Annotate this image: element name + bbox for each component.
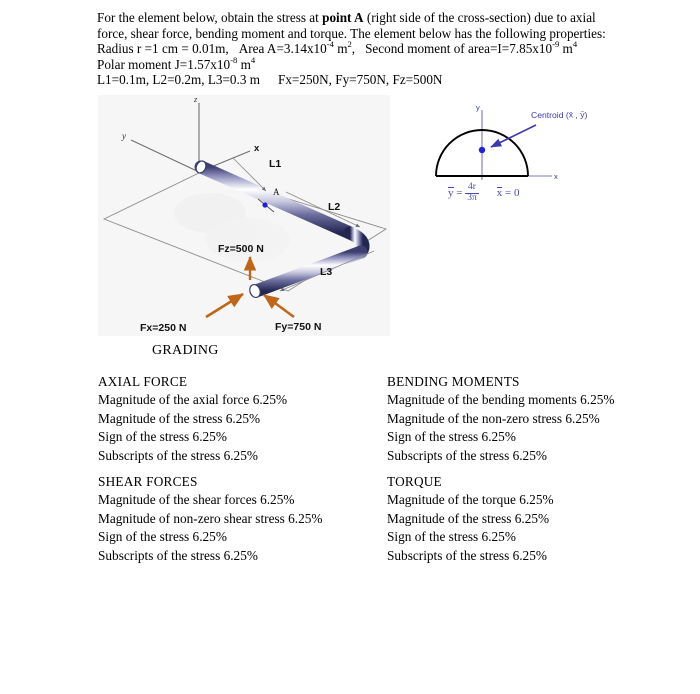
- problem-line-4: [97, 54, 627, 73]
- grading-item: Magnitude of non-zero shear stress 6.25%: [98, 510, 323, 526]
- grading-item: Magnitude of the stress 6.25%: [98, 410, 261, 426]
- grading-heading-bending-moments: BENDING MOMENTS: [387, 374, 520, 389]
- grading-title: GRADING: [152, 343, 219, 358]
- grading-item: Subscripts of the stress 6.25%: [98, 547, 258, 563]
- polar-label: Polar moment J=1.57x10: [97, 56, 231, 72]
- problem-line-5: [97, 72, 627, 88]
- centroid-dot: [479, 147, 485, 153]
- area-unit: m: [333, 41, 348, 57]
- point-a-emphasis: point A: [322, 10, 364, 25]
- centroid-formula: [448, 183, 519, 204]
- grading-heading-shear-forces: SHEAR FORCES: [98, 474, 198, 489]
- centroid-y-axis-label: y: [476, 103, 480, 112]
- grading-block-bending-moments: [387, 373, 615, 465]
- grading-item: Subscripts of the stress 6.25%: [387, 547, 547, 563]
- problem-line-2: force, shear force, bending moment and torque. The element below has the following properties:: [97, 25, 606, 41]
- forces-label: Fx=250N, Fy=750N, Fz=500N: [277, 72, 443, 88]
- grading-item: Sign of the stress 6.25%: [387, 429, 516, 445]
- area-tail: ,: [351, 41, 356, 57]
- z-axis-label: z: [194, 95, 198, 104]
- grading-heading-torque: TORQUE: [387, 474, 442, 489]
- radius-label: Radius r =1 cm = 0.01m,: [97, 41, 229, 57]
- ybar-numerator: 4r: [465, 183, 479, 194]
- polar-unit: m: [237, 56, 251, 72]
- coordinate-axes: [131, 103, 250, 172]
- grading-item: Magnitude of the axial force 6.25%: [98, 392, 288, 408]
- grading-item: Magnitude of the stress 6.25%: [387, 510, 550, 526]
- xbar-symbol: x: [496, 187, 503, 199]
- ybar-symbol: y: [448, 187, 454, 199]
- grading-heading-axial-force: AXIAL FORCE: [98, 374, 188, 389]
- y-axis: [131, 140, 199, 172]
- pipe-element-figure: [98, 95, 390, 336]
- force-fy-label: Fy=750 N: [275, 321, 322, 333]
- second-moment-unit: m: [559, 41, 573, 57]
- grading-item: Magnitude of the shear forces 6.25%: [98, 492, 295, 508]
- grading-item: Magnitude of the non-zero stress 6.25%: [387, 410, 600, 426]
- second-moment-label: Second moment of area=I=7.85x10: [365, 41, 553, 57]
- area-unit-exponent: 2: [347, 39, 352, 50]
- ybar-fraction: [465, 183, 479, 204]
- point-a-label: A: [273, 187, 280, 197]
- polar-exponent: -8: [230, 54, 238, 65]
- label-L1: L1: [269, 158, 282, 170]
- grading-item: Subscripts of the stress 6.25%: [98, 447, 258, 463]
- label-L3: L3: [320, 266, 333, 278]
- grading-item: Magnitude of the bending moments 6.25%: [387, 392, 615, 408]
- force-fy-arrow: [264, 295, 294, 317]
- problem-statement: [97, 10, 627, 88]
- problem-line-1-part-b: (right side of the cross-section) due to axial: [363, 10, 596, 25]
- label-L2: L2: [328, 201, 341, 213]
- centroid-callout-label: Centroid (x̄ , ȳ): [531, 109, 588, 120]
- grading-block-torque: [387, 473, 554, 565]
- problem-line-1-part-a: For the element below, obtain the stress at: [97, 10, 323, 25]
- force-fx-label: Fx=250 N: [140, 322, 187, 334]
- area-label: Area A=3.14x10: [238, 41, 327, 57]
- x-axis-label: x: [254, 143, 260, 154]
- problem-line-3: [97, 41, 627, 57]
- lengths-label: L1=0.1m, L2=0.2m, L3=0.3 m: [97, 72, 260, 88]
- polar-unit-exponent: 4: [250, 54, 256, 65]
- problem-line-1: [97, 10, 627, 26]
- ybar-equals: =: [453, 187, 466, 199]
- grading-item: Sign of the stress 6.25%: [387, 529, 516, 545]
- second-moment-exponent: -9: [552, 39, 560, 50]
- grading-block-axial-force: [98, 373, 287, 465]
- grading-item: Sign of the stress 6.25%: [98, 429, 227, 445]
- y-axis-label: y: [122, 131, 126, 141]
- grading-item: Sign of the stress 6.25%: [98, 529, 227, 545]
- second-moment-unit-exponent: 4: [572, 39, 578, 50]
- force-fx-arrow: [206, 294, 243, 317]
- grading-item: Subscripts of the stress 6.25%: [387, 447, 547, 463]
- xbar-value: = 0: [502, 187, 520, 199]
- ybar-denominator: 3π: [467, 192, 477, 203]
- point-a-marker: [262, 202, 267, 207]
- grading-block-shear-forces: [98, 473, 323, 565]
- centroid-x-axis-label: x: [554, 172, 558, 181]
- force-fz-label: Fz=500 N: [218, 243, 264, 255]
- grading-item: Magnitude of the torque 6.25%: [387, 492, 554, 508]
- area-exponent: -4: [326, 39, 334, 50]
